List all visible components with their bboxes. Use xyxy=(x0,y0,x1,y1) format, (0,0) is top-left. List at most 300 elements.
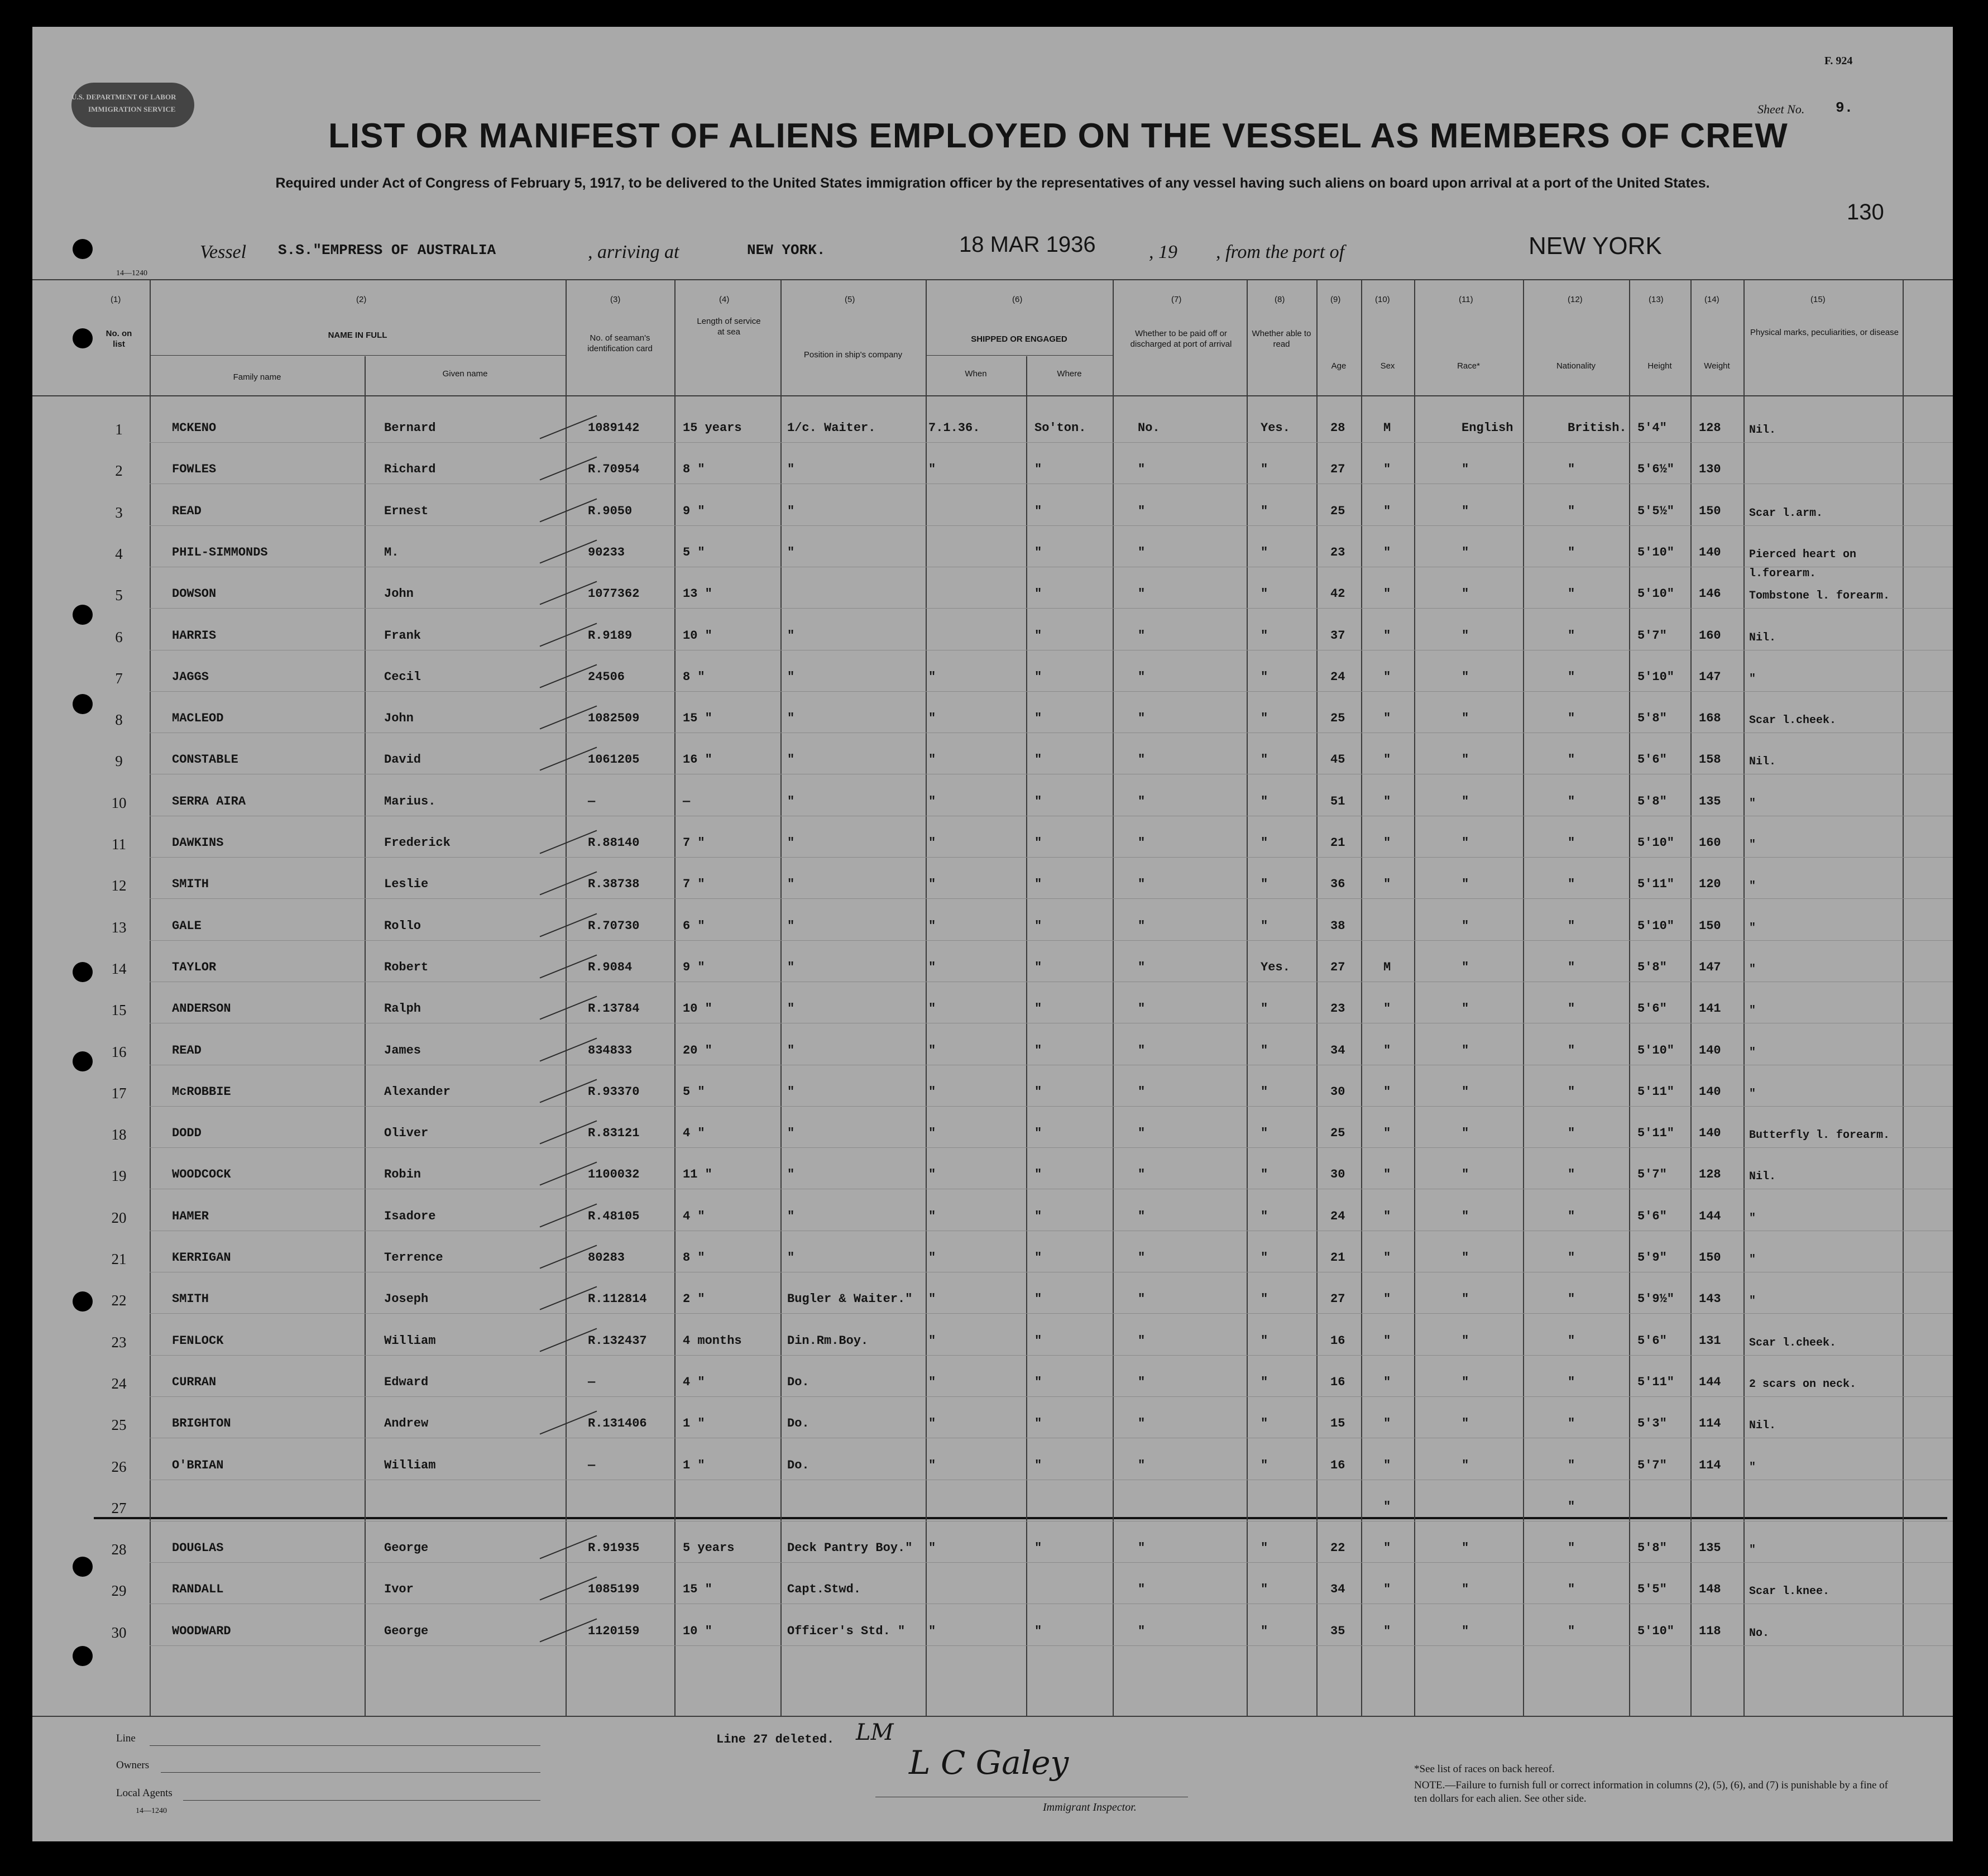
row-nationality: " xyxy=(1568,1541,1575,1555)
row-marks: " xyxy=(1749,1461,1756,1474)
row-position: " xyxy=(787,1085,795,1099)
row-when: " xyxy=(928,1251,936,1265)
row-marks: " xyxy=(1749,1212,1756,1225)
row-height: 5'9½" xyxy=(1637,1292,1675,1306)
row-position: Do. xyxy=(787,1416,809,1430)
row-family: SERRA AIRA xyxy=(172,795,246,808)
row-service: — xyxy=(683,795,691,808)
row-nationality: " xyxy=(1568,1085,1575,1099)
row-race: " xyxy=(1462,587,1469,601)
row-no: 5 xyxy=(115,587,123,604)
row-sex: " xyxy=(1383,504,1391,518)
row-where: " xyxy=(1034,836,1042,850)
manifest-sheet xyxy=(32,27,1953,1841)
row-service: 8 " xyxy=(683,462,705,476)
table-bottom-rule xyxy=(32,1716,1953,1717)
row-position: " xyxy=(787,629,795,643)
row-where: " xyxy=(1034,504,1042,518)
row-when: " xyxy=(928,711,936,725)
row-height: 5'7" xyxy=(1637,1167,1667,1181)
row-race: " xyxy=(1462,1251,1469,1265)
row-height: 5'5" xyxy=(1637,1582,1667,1596)
row-where: " xyxy=(1034,919,1042,933)
row-card: — xyxy=(588,795,596,808)
col6-number: (6) xyxy=(1012,295,1023,304)
col-divider xyxy=(674,279,676,1717)
row-read: " xyxy=(1261,753,1268,767)
row-read: " xyxy=(1261,711,1268,725)
row-nationality: " xyxy=(1568,919,1575,933)
col2-given-label: Given name xyxy=(442,369,488,379)
row-where: " xyxy=(1034,545,1042,559)
row-sex: " xyxy=(1383,795,1391,808)
row-service: 1 " xyxy=(683,1416,705,1430)
row-no: 12 xyxy=(111,877,127,894)
row-weight: 144 xyxy=(1699,1375,1721,1389)
row-race: " xyxy=(1462,711,1469,725)
row-where: " xyxy=(1034,1167,1042,1181)
row-where: " xyxy=(1034,1334,1042,1348)
row-where: " xyxy=(1034,1375,1042,1389)
row-height: 5'10" xyxy=(1637,1044,1675,1057)
row-service: 5 years xyxy=(683,1541,735,1555)
row-rule xyxy=(150,1645,1953,1646)
col15-label: Physical marks, peculiarities, or disease xyxy=(1750,328,1899,337)
row-race: " xyxy=(1462,545,1469,559)
row-marks: " xyxy=(1749,1088,1756,1100)
row-sex: " xyxy=(1383,711,1391,725)
row-marks: " xyxy=(1749,797,1756,810)
row-paid: No. xyxy=(1138,421,1160,435)
row-given: John xyxy=(384,587,414,601)
row-height: 5'10" xyxy=(1637,919,1675,933)
row-age: 42 xyxy=(1330,587,1345,601)
row-read: " xyxy=(1261,1582,1268,1596)
row-given: Ralph xyxy=(384,1002,421,1016)
col-divider xyxy=(1629,279,1630,1717)
row-no: 20 xyxy=(111,1209,127,1226)
row-marks: Pierced heart on l.forearm. xyxy=(1749,548,1857,580)
row-sex: " xyxy=(1383,1334,1391,1348)
row-race: " xyxy=(1462,1624,1469,1638)
row-service: 10 " xyxy=(683,1624,712,1638)
row-where: So'ton. xyxy=(1034,421,1086,435)
row-card: R.38738 xyxy=(588,877,640,891)
row-service: 7 " xyxy=(683,836,705,850)
col2-family-label: Family name xyxy=(233,372,281,382)
row-rule xyxy=(150,1355,1953,1356)
binder-hole xyxy=(73,328,93,348)
year-label: , 19 xyxy=(1149,242,1177,262)
row-no: 19 xyxy=(111,1167,127,1184)
col14-label: Weight xyxy=(1704,361,1730,371)
row-when: " xyxy=(928,1126,936,1140)
row-weight: 135 xyxy=(1699,1541,1721,1555)
owners-field xyxy=(161,1772,540,1773)
row-no: 7 xyxy=(115,670,123,687)
row-read: " xyxy=(1261,1167,1268,1181)
col13-number: (13) xyxy=(1649,295,1664,304)
row-marks: " xyxy=(1749,1004,1756,1017)
row-nationality: " xyxy=(1568,1209,1575,1223)
col1-label: No. on list xyxy=(106,329,132,349)
row-height: 5'6½" xyxy=(1637,462,1675,476)
row-service: 10 " xyxy=(683,629,712,643)
inspector-initials: LM xyxy=(856,1720,894,1745)
from-label: , from the port of xyxy=(1216,242,1345,262)
row-sex: " xyxy=(1383,1002,1391,1016)
row-weight: 130 xyxy=(1699,462,1721,476)
row-sex: " xyxy=(1383,1500,1391,1514)
row-age: 23 xyxy=(1330,1002,1345,1016)
row-weight: 143 xyxy=(1699,1292,1721,1306)
col7-number: (7) xyxy=(1171,295,1182,304)
row-weight: 147 xyxy=(1699,960,1721,974)
row-where: " xyxy=(1034,462,1042,476)
row-family: PHIL-SIMMONDS xyxy=(172,545,268,559)
row-sex: " xyxy=(1383,1292,1391,1306)
row-nationality: British. xyxy=(1568,421,1627,435)
port-value: NEW YORK xyxy=(1529,232,1662,260)
row-family: HAMER xyxy=(172,1209,209,1223)
row-race: " xyxy=(1462,1126,1469,1140)
row-family: CURRAN xyxy=(172,1375,217,1389)
row-card: R.9050 xyxy=(588,504,633,518)
row-card: R.132437 xyxy=(588,1334,647,1348)
row-sex: " xyxy=(1383,1375,1391,1389)
row-when: " xyxy=(928,836,936,850)
row-family: KERRIGAN xyxy=(172,1251,231,1265)
row-service: 4 " xyxy=(683,1126,705,1140)
row-card: 1061205 xyxy=(588,753,640,767)
row-race: " xyxy=(1462,1002,1469,1016)
row-given: Terrence xyxy=(384,1251,443,1265)
row-read: " xyxy=(1261,504,1268,518)
row-no: 14 xyxy=(111,960,127,977)
row-race: " xyxy=(1462,877,1469,891)
row-family: SMITH xyxy=(172,1292,209,1306)
row-weight: 135 xyxy=(1699,795,1721,808)
row-sex: " xyxy=(1383,1582,1391,1596)
row-rule xyxy=(150,940,1953,941)
row-no: 29 xyxy=(111,1582,127,1599)
row-where: " xyxy=(1034,1416,1042,1430)
row-card: R.9084 xyxy=(588,960,633,974)
row-rule xyxy=(150,691,1953,692)
row-given: Marius. xyxy=(384,795,436,808)
row-rule xyxy=(150,608,1953,609)
row-service: 15 " xyxy=(683,1582,712,1596)
row-where: " xyxy=(1034,1624,1042,1638)
row-marks: Nil. xyxy=(1749,1170,1776,1183)
row-rule xyxy=(150,898,1953,899)
row-age: 27 xyxy=(1330,1292,1345,1306)
row-where: " xyxy=(1034,960,1042,974)
row-no: 24 xyxy=(111,1375,127,1392)
corner-stamp-line1: U.S. DEPARTMENT OF LABOR xyxy=(71,93,176,101)
row-no: 23 xyxy=(111,1334,127,1351)
binder-hole xyxy=(73,605,93,625)
row-service: 4 " xyxy=(683,1375,705,1389)
row-marks: " xyxy=(1749,839,1756,851)
row-position: " xyxy=(787,545,795,559)
row-given: Leslie xyxy=(384,877,429,891)
row-paid: " xyxy=(1138,960,1146,974)
row-read: " xyxy=(1261,670,1268,684)
row-nationality: " xyxy=(1568,1375,1575,1389)
race-note: *See list of races on back hereof. xyxy=(1414,1763,1555,1775)
row-paid: " xyxy=(1138,1416,1146,1430)
row-age: 21 xyxy=(1330,836,1345,850)
row-no: 26 xyxy=(111,1458,127,1475)
row-no: 21 xyxy=(111,1251,127,1267)
binder-hole xyxy=(73,1291,93,1312)
row-marks: " xyxy=(1749,1046,1756,1059)
row-card: R.93370 xyxy=(588,1085,640,1099)
row-where: " xyxy=(1034,587,1042,601)
row-family: GALE xyxy=(172,919,202,933)
row-when: " xyxy=(928,1334,936,1348)
col10-number: (10) xyxy=(1375,295,1390,304)
row-where: " xyxy=(1034,1002,1042,1016)
row-when: " xyxy=(928,960,936,974)
row-nationality: " xyxy=(1568,711,1575,725)
row-card: 834833 xyxy=(588,1044,633,1057)
row-paid: " xyxy=(1138,504,1146,518)
name-subheader-rule xyxy=(150,355,566,356)
row-race: " xyxy=(1462,462,1469,476)
row-sex: " xyxy=(1383,1209,1391,1223)
row-marks: Nil. xyxy=(1749,1419,1776,1432)
row-family: DAWKINS xyxy=(172,836,224,850)
row-age: 25 xyxy=(1330,1126,1345,1140)
row-sex: M xyxy=(1383,960,1391,974)
row-when: " xyxy=(928,1167,936,1181)
row-height: 5'8" xyxy=(1637,711,1667,725)
row-read: " xyxy=(1261,1334,1268,1348)
row-service: 13 " xyxy=(683,587,712,601)
row-age: 16 xyxy=(1330,1458,1345,1472)
row-height: 5'8" xyxy=(1637,1541,1667,1555)
row-family: McROBBIE xyxy=(172,1085,231,1099)
row-rule xyxy=(150,857,1953,858)
row-race: " xyxy=(1462,836,1469,850)
row-position: " xyxy=(787,462,795,476)
row-when: " xyxy=(928,1044,936,1057)
row-paid: " xyxy=(1138,1126,1146,1140)
col3-label: No. of seaman's identification card xyxy=(587,333,653,353)
binder-hole xyxy=(73,239,93,259)
row-race: " xyxy=(1462,1292,1469,1306)
row-nationality: " xyxy=(1568,753,1575,767)
row-position: 1/c. Waiter. xyxy=(787,421,876,435)
row-card: 80283 xyxy=(588,1251,625,1265)
row-no: 28 xyxy=(111,1541,127,1558)
row-paid: " xyxy=(1138,1334,1146,1348)
row-sex: " xyxy=(1383,1126,1391,1140)
row-no: 13 xyxy=(111,919,127,936)
col7-label: Whether to be paid off or discharged at port of arrival xyxy=(1130,329,1232,349)
row-age: 27 xyxy=(1330,462,1345,476)
row-read: " xyxy=(1261,919,1268,933)
row-given: David xyxy=(384,753,421,767)
row-paid: " xyxy=(1138,1375,1146,1389)
local-agents-label: Local Agents xyxy=(116,1787,173,1799)
row-when: " xyxy=(928,1085,936,1099)
row-paid: " xyxy=(1138,587,1146,601)
row-position: Officer's Std. " xyxy=(787,1624,906,1638)
row-given: Richard xyxy=(384,462,436,476)
row-paid: " xyxy=(1138,1044,1146,1057)
row-rule xyxy=(150,1147,1953,1148)
col8-label: Whether able to read xyxy=(1252,329,1311,349)
row-position: Din.Rm.Boy. xyxy=(787,1334,869,1348)
row-age: 27 xyxy=(1330,960,1345,974)
col-divider xyxy=(780,279,782,1717)
col10-label: Sex xyxy=(1380,361,1395,371)
row-marks: Scar l.knee. xyxy=(1749,1585,1830,1598)
row-given: Ernest xyxy=(384,504,429,518)
row-where: " xyxy=(1034,670,1042,684)
row-sex: " xyxy=(1383,753,1391,767)
row-nationality: " xyxy=(1568,1500,1575,1514)
row-paid: " xyxy=(1138,711,1146,725)
row-nationality: " xyxy=(1568,877,1575,891)
row-nationality: " xyxy=(1568,1126,1575,1140)
row-when: 7.1.36. xyxy=(928,421,980,435)
row-age: 38 xyxy=(1330,919,1345,933)
row-nationality: " xyxy=(1568,1044,1575,1057)
row-race: " xyxy=(1462,795,1469,808)
col15-number: (15) xyxy=(1810,295,1826,304)
row-card: 1085199 xyxy=(588,1582,640,1596)
row-age: 30 xyxy=(1330,1085,1345,1099)
row-sex: " xyxy=(1383,1044,1391,1057)
row-sex: " xyxy=(1383,1167,1391,1181)
row-read: " xyxy=(1261,1416,1268,1430)
row-marks: " xyxy=(1749,880,1756,893)
binder-hole xyxy=(73,1557,93,1577)
row-age: 34 xyxy=(1330,1044,1345,1057)
row-sex: " xyxy=(1383,1085,1391,1099)
row-position: " xyxy=(787,1167,795,1181)
row-age: 22 xyxy=(1330,1541,1345,1555)
row-weight: 160 xyxy=(1699,836,1721,850)
row-weight: 148 xyxy=(1699,1582,1721,1596)
row-read: " xyxy=(1261,1458,1268,1472)
row-age: 28 xyxy=(1330,421,1345,435)
row-nationality: " xyxy=(1568,795,1575,808)
row-no: 18 xyxy=(111,1126,127,1143)
row-given: Frederick xyxy=(384,836,451,850)
row-paid: " xyxy=(1138,1251,1146,1265)
row-weight: 147 xyxy=(1699,670,1721,684)
date-stamp: 18 MAR 1936 xyxy=(959,232,1096,257)
row-service: 6 " xyxy=(683,919,705,933)
row-card: 1077362 xyxy=(588,587,640,601)
row-weight: 140 xyxy=(1699,545,1721,559)
row-where: " xyxy=(1034,1209,1042,1223)
row-height: 5'6" xyxy=(1637,1334,1667,1348)
col-divider xyxy=(1026,356,1027,1716)
row-family: CONSTABLE xyxy=(172,753,238,767)
row-height: 5'11" xyxy=(1637,1085,1675,1099)
row-position: " xyxy=(787,1209,795,1223)
row-weight: 114 xyxy=(1699,1416,1721,1430)
row-paid: " xyxy=(1138,1002,1146,1016)
row-when: " xyxy=(928,1458,936,1472)
row-read: " xyxy=(1261,629,1268,643)
row-where: " xyxy=(1034,1458,1042,1472)
row-given: Edward xyxy=(384,1375,429,1389)
col4-number: (4) xyxy=(719,295,730,304)
row-height: 5'3" xyxy=(1637,1416,1667,1430)
inspector-label: Immigrant Inspector. xyxy=(1043,1801,1137,1813)
row-weight: 140 xyxy=(1699,1085,1721,1099)
row-nationality: " xyxy=(1568,1251,1575,1265)
row-age: 16 xyxy=(1330,1334,1345,1348)
row-sex: " xyxy=(1383,1458,1391,1472)
row-given: Robin xyxy=(384,1167,421,1181)
row-race: English xyxy=(1462,421,1513,435)
row-height: 5'10" xyxy=(1637,545,1675,559)
row-height: 5'8" xyxy=(1637,960,1667,974)
row-position: " xyxy=(787,1251,795,1265)
arriving-value: NEW YORK. xyxy=(747,242,826,259)
row-marks: " xyxy=(1749,1295,1756,1308)
row-family: DOWSON xyxy=(172,587,217,601)
row-where: " xyxy=(1034,877,1042,891)
row-sex: " xyxy=(1383,1541,1391,1555)
row-card: R.70730 xyxy=(588,919,640,933)
row-service: 15 " xyxy=(683,711,712,725)
row-race: " xyxy=(1462,504,1469,518)
row-marks: Nil. xyxy=(1749,424,1776,437)
row-paid: " xyxy=(1138,753,1146,767)
row-race: " xyxy=(1462,960,1469,974)
col6-when-label: When xyxy=(965,369,987,379)
row-card: 1120159 xyxy=(588,1624,640,1638)
row-weight: 118 xyxy=(1699,1624,1721,1638)
row-read: " xyxy=(1261,836,1268,850)
row-weight: 160 xyxy=(1699,629,1721,643)
row-given: Joseph xyxy=(384,1292,429,1306)
row-marks: Butterfly l. forearm. xyxy=(1749,1129,1890,1142)
col6-where-label: Where xyxy=(1057,369,1082,379)
col14-number: (14) xyxy=(1704,295,1719,304)
row-sex: " xyxy=(1383,836,1391,850)
binder-hole xyxy=(73,694,93,714)
row-height: 5'9" xyxy=(1637,1251,1667,1265)
row-family: RANDALL xyxy=(172,1582,224,1596)
row-when: " xyxy=(928,1375,936,1389)
row-race: " xyxy=(1462,629,1469,643)
row-service: 15 years xyxy=(683,421,742,435)
col11-number: (11) xyxy=(1459,295,1473,304)
col1-number: (1) xyxy=(111,295,121,304)
row-age: 15 xyxy=(1330,1416,1345,1430)
row-marks: Scar l.arm. xyxy=(1749,507,1823,520)
row-position: " xyxy=(787,711,795,725)
row-age: 25 xyxy=(1330,504,1345,518)
row-height: 5'7" xyxy=(1637,1458,1667,1472)
row-when: " xyxy=(928,877,936,891)
col-divider xyxy=(1414,279,1415,1717)
col12-label: Nationality xyxy=(1556,361,1596,371)
row-sex: " xyxy=(1383,545,1391,559)
row-nationality: " xyxy=(1568,960,1575,974)
document-title: LIST OR MANIFEST OF ALIENS EMPLOYED ON THE VESSEL AS MEMBERS OF CREW xyxy=(328,117,1788,155)
